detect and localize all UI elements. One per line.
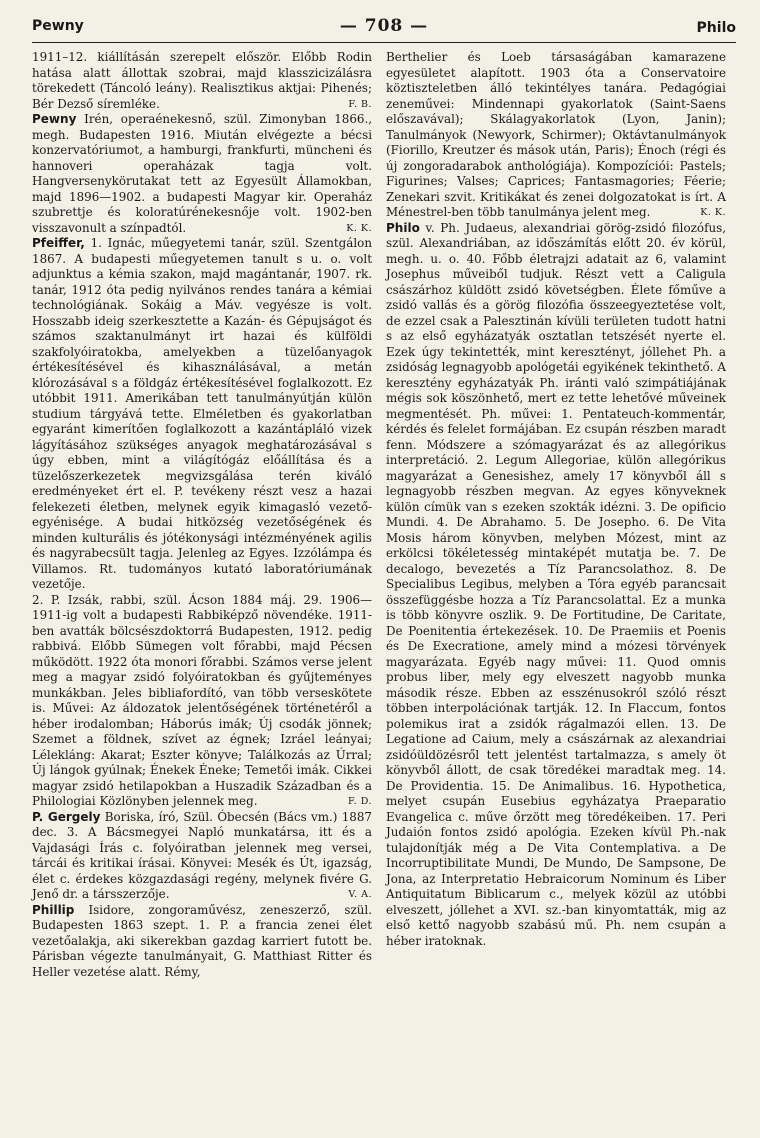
entry [386,50,726,221]
entry-headword: Philo [386,220,420,235]
entry-signature: K. K. [700,207,726,218]
left-column [32,50,372,980]
entry-signature: K. K. [346,222,372,234]
entry-signature: F. B. [348,98,372,110]
entry [32,593,372,810]
entry-signature: V. A. [348,889,372,900]
entry [32,236,372,593]
entry-headword: Pfeiffer, [32,236,85,250]
entry-text: 1911–12. kiállításán szerepelt először. Előbb Rodin hatása alatt állottak szobrai, majd klasszicizálásra törekedett (Táncoló leány). Realisztikus aktjai: Pihenés; Bér Dezső síremléke. [32,50,372,111]
entry-text: v. Ph. Judaeus, alexandriai görög-zsidó filozófus, szül. Alexandriában, az időszámítás előtt 20. év körül, megh. u. o. 40. Főbb életrajzi adatait az 6, valamint Josephus műveiből tudjuk. Részt vett a Caligula császárhoz küldött zsidó követségben. Élete főműve a zsidó vallás és a görög filozófia összeegyeztetése volt, de ezzel csak a Palesztinán kívüli területen tudott hatni s az első egyházatyák osztatlan tetszését nyerte el. Ezek úgy tekintették, mint keresztényt, jóllehet Ph. a zsidóság legnagyobb apológetái egyikének tekinthető. A keresztény egyházatyák Ph. iránti való szimpátiájának mégis sok köszönhető, mert ez tette lehetővé műveinek megmentését. Ph. művei: 1. Pentateuch-kommentár, kérdés és felelet formájában. Ez csupán részben maradt fenn. Módszere a szómagyarázat és az allegórikus interpretáció. 2. Legum Allegoriae, külön allegórikus magyarázat a Genesishez, amely 17 könyvből áll s legnagyobb részben megvan. Az egyes könyveknek külön címük van s ezeken szokták idézni. 3. De opificio Mundi. 4. De Abrahamo. 5. De Josepho. 6. De Vita Mosis három könyvben, melyben Mózest, mint az erkölcsi tökéletesség mintaképét mutatja be. 7. De decalogo, bevezetés a Tíz Parancsolathoz. 8. De Specialibus Legibus, melyben a Tóra egyéb parancsait összefüggésbe hozza a Tíz Parancsolattal. Ez a munka is több könyvre oszlik. 9. De Fortitudine, De Caritate, De Poenitentia értekezések. 10. De Praemiis et Poenis és De Execratione, amely mind a mózesi törvények magyarázata. Egyéb nagy művei: 11. Quod omnis probus liber, mely egy elveszett nagyobb munka második része. Ebben az esszénusokról szóló részt többen interpolációnak tartják. 12. In Flaccum, fontos polemikus irat a zsidók rágalmazói ellen. 13. De Legatione ad Caium, mely a császárnak az alexandriai zsidóüldözésről tett jelentést tartalmazza, s amely öt könyvből állott, de csak töredékei maradtak meg. 14. De Providentia. 15. De Animalibus. 16. Hypothetica, melyet csupán Eusebius egyházatya Praeparatio Evangelica c. műve őrzött meg töredékeiben. 17. Peri Judaión fontos zsidó apológia. Ezeken kívül Ph.-nak tulajdonítják még a De Vita Contemplativa. a De Incorruptibilitate Mundi, De Mundo, De Sampsone, De Jona, az Interpretatio Hebraicorum Nominum és Liber Antiquitatum Biblicarum c., melyek közül az utóbbi elveszett, jóllehet a XVI. sz.-ban kinyomtatták, mig az első kettő nagyobb szabású mű. Ph. nem csupán a héber iratoknak. [386,220,727,948]
entry [386,221,726,950]
entry-text: 2. P. Izsák, rabbi, szül. Ácson 1884 máj. 29. 1906—1911-ig volt a budapesti Rabbiképző növendéke. 1911-ben avatták bölcsészdoktorrá Budapesten, 1912. pedig rabbivá. Előbb Sümegen volt főrabbi, majd Pécsen működött. 1922 óta monori főrabbi. Számos verse jelent meg a magyar zsidó folyóiratokban és gyűjteményes munkákban. Jeles bibliafordító, van több verseskötete is. Művei: Az áldozatok jelentőségének történetéről a héber irodalomban; Háborús imák; Új csodák jönnek; Szemet a földnek, szívet az égnek; Izráel leányai; Lélekláng: Akarat; Eszter könyve; Találkozás az Úrral; Új lángok gyúlnak; Énekek Éneke; Temetői imák. Cikkei magyar zsidó hetilapokban a Huszadik Században és a Philologiai Közlönyben jelennek meg. [32,592,372,808]
entry-text: Berthelier és Loeb társaságában kamarazene egyesületet alapított. 1903 óta a Conservatoire köztiszteletben álló tekintélyes tanára. Pedagógiai zeneművei: Mindennapi gyakorlatok (Saint-Saens előszavával); Skálagyakorlatok (Lyon, Janin); Tanulmányok (Newyork, Schirmer); Oktávtanulmányok (Fiorillo, Kreutzer és mások után, Paris); Énoch (régi és új zongoradarabok anthológiája). Kompozíciói: Pastels; Figurines; Valses; Caprices; Fantasmagories; Féerie; Zenekari szvit. Kritikákat és zenei dolgozatokat is írt. A Ménestrel-ben több tanulmánya jelent meg. [386,50,726,219]
header-right-guideword: Philo [696,20,736,36]
entry [32,903,372,981]
page-number: — 708 — [339,16,429,36]
entry-text: 1. Ignác, műegyetemi tanár, szül. Szentgálon 1867. A budapesti műegyetemen tanult s u. o. volt adjunktus a kémia szakon, majd magántanár, 1907. rk. tanár, 1912 óta pedig nyilvános rendes tanára a kémiai technológiának. Sokáig a Máv. vegyésze is volt. Hosszabb ideig szerkesztette a Kazán- és Gépujságot és számos szaktanulmányt irt hazai és külföldi szakfolyóiratokba, amelyekben a tüzelőanyagok értékesítésével és kihasználásával, a metán klórozásával s a földgáz értékesítésével foglalkozott. Ez utóbbit 1911. Amerikában tett tanulmányútján külön studium tárgyává tette. Elméletben és gyakorlatban egyaránt kimerítően foglalkozott a kazántápláló vizek lágyításához szükséges anyagok meghatározásával s úgy ebben, mint a világítógáz előállítása és a tüzelőszerkezetek megvizsgálása terén kiváló eredményeket ért el. P. tevékeny részt vesz a hazai felekezeti életben, melynek egyik kimagasló vezető-egyénisége. A budai hitközség vezetőségének és minden kulturális és jótékonysági intézményének agilis és nagyrabecsült tagja. Jelenleg az Egyes. Izzólámpa és Villamos. Rt. tudományos kutató laboratóriumának vezetője. [32,236,372,591]
entry-text: Isidore, zongoraművész, zeneszerző, szül. Budapesten 1863 szept. 1. P. a francia zenei élet vezetőalakja, aki sikerekban gazdag karriert futott be. Párisban végezte tanulmányait, G. Matthiast Ritter és Heller vezetése alatt. Rémy, [32,902,372,979]
entry-headword: Pewny [32,112,77,126]
entry-text: Boriska, író, Szül. Óbecsén (Bács vm.) 1887 dec. 3. A Bácsmegyei Napló munkatársa, itt és a Vajdasági Írás c. folyóiratban jelennek meg versei, tárcái és kritikai írásai. Könyvei: Mesék és Út, igazság, élet c. érdekes közgazdasági regény, melynek fivére G. Jenő dr. a társszerzője. [32,809,372,901]
entry [32,50,372,112]
header-left-guideword: Pewny [32,18,84,34]
entry-headword: P. Gergely [32,809,101,824]
page-header [32,12,736,43]
entry [32,810,372,903]
entry [32,112,372,236]
entry-headword: Phillip [32,902,75,917]
entry-text: Irén, operaénekesnő, szül. Zimonyban 1866., megh. Budapesten 1916. Miután elvégezte a bécsi konzervatóriumot, a hamburgi, frankfurti, müncheni és hannoveri operaházak tagja volt. Hangversenykörutakat tett az Egyesült Államokban, majd 1896—1902. a budapesti Magyar kir. Operaház szubrettje és koloratúrénekesnője volt. 1902-ben visszavonult a színpadtól. [32,112,373,235]
entry-signature: F. D. [348,796,372,807]
right-column [386,50,726,949]
